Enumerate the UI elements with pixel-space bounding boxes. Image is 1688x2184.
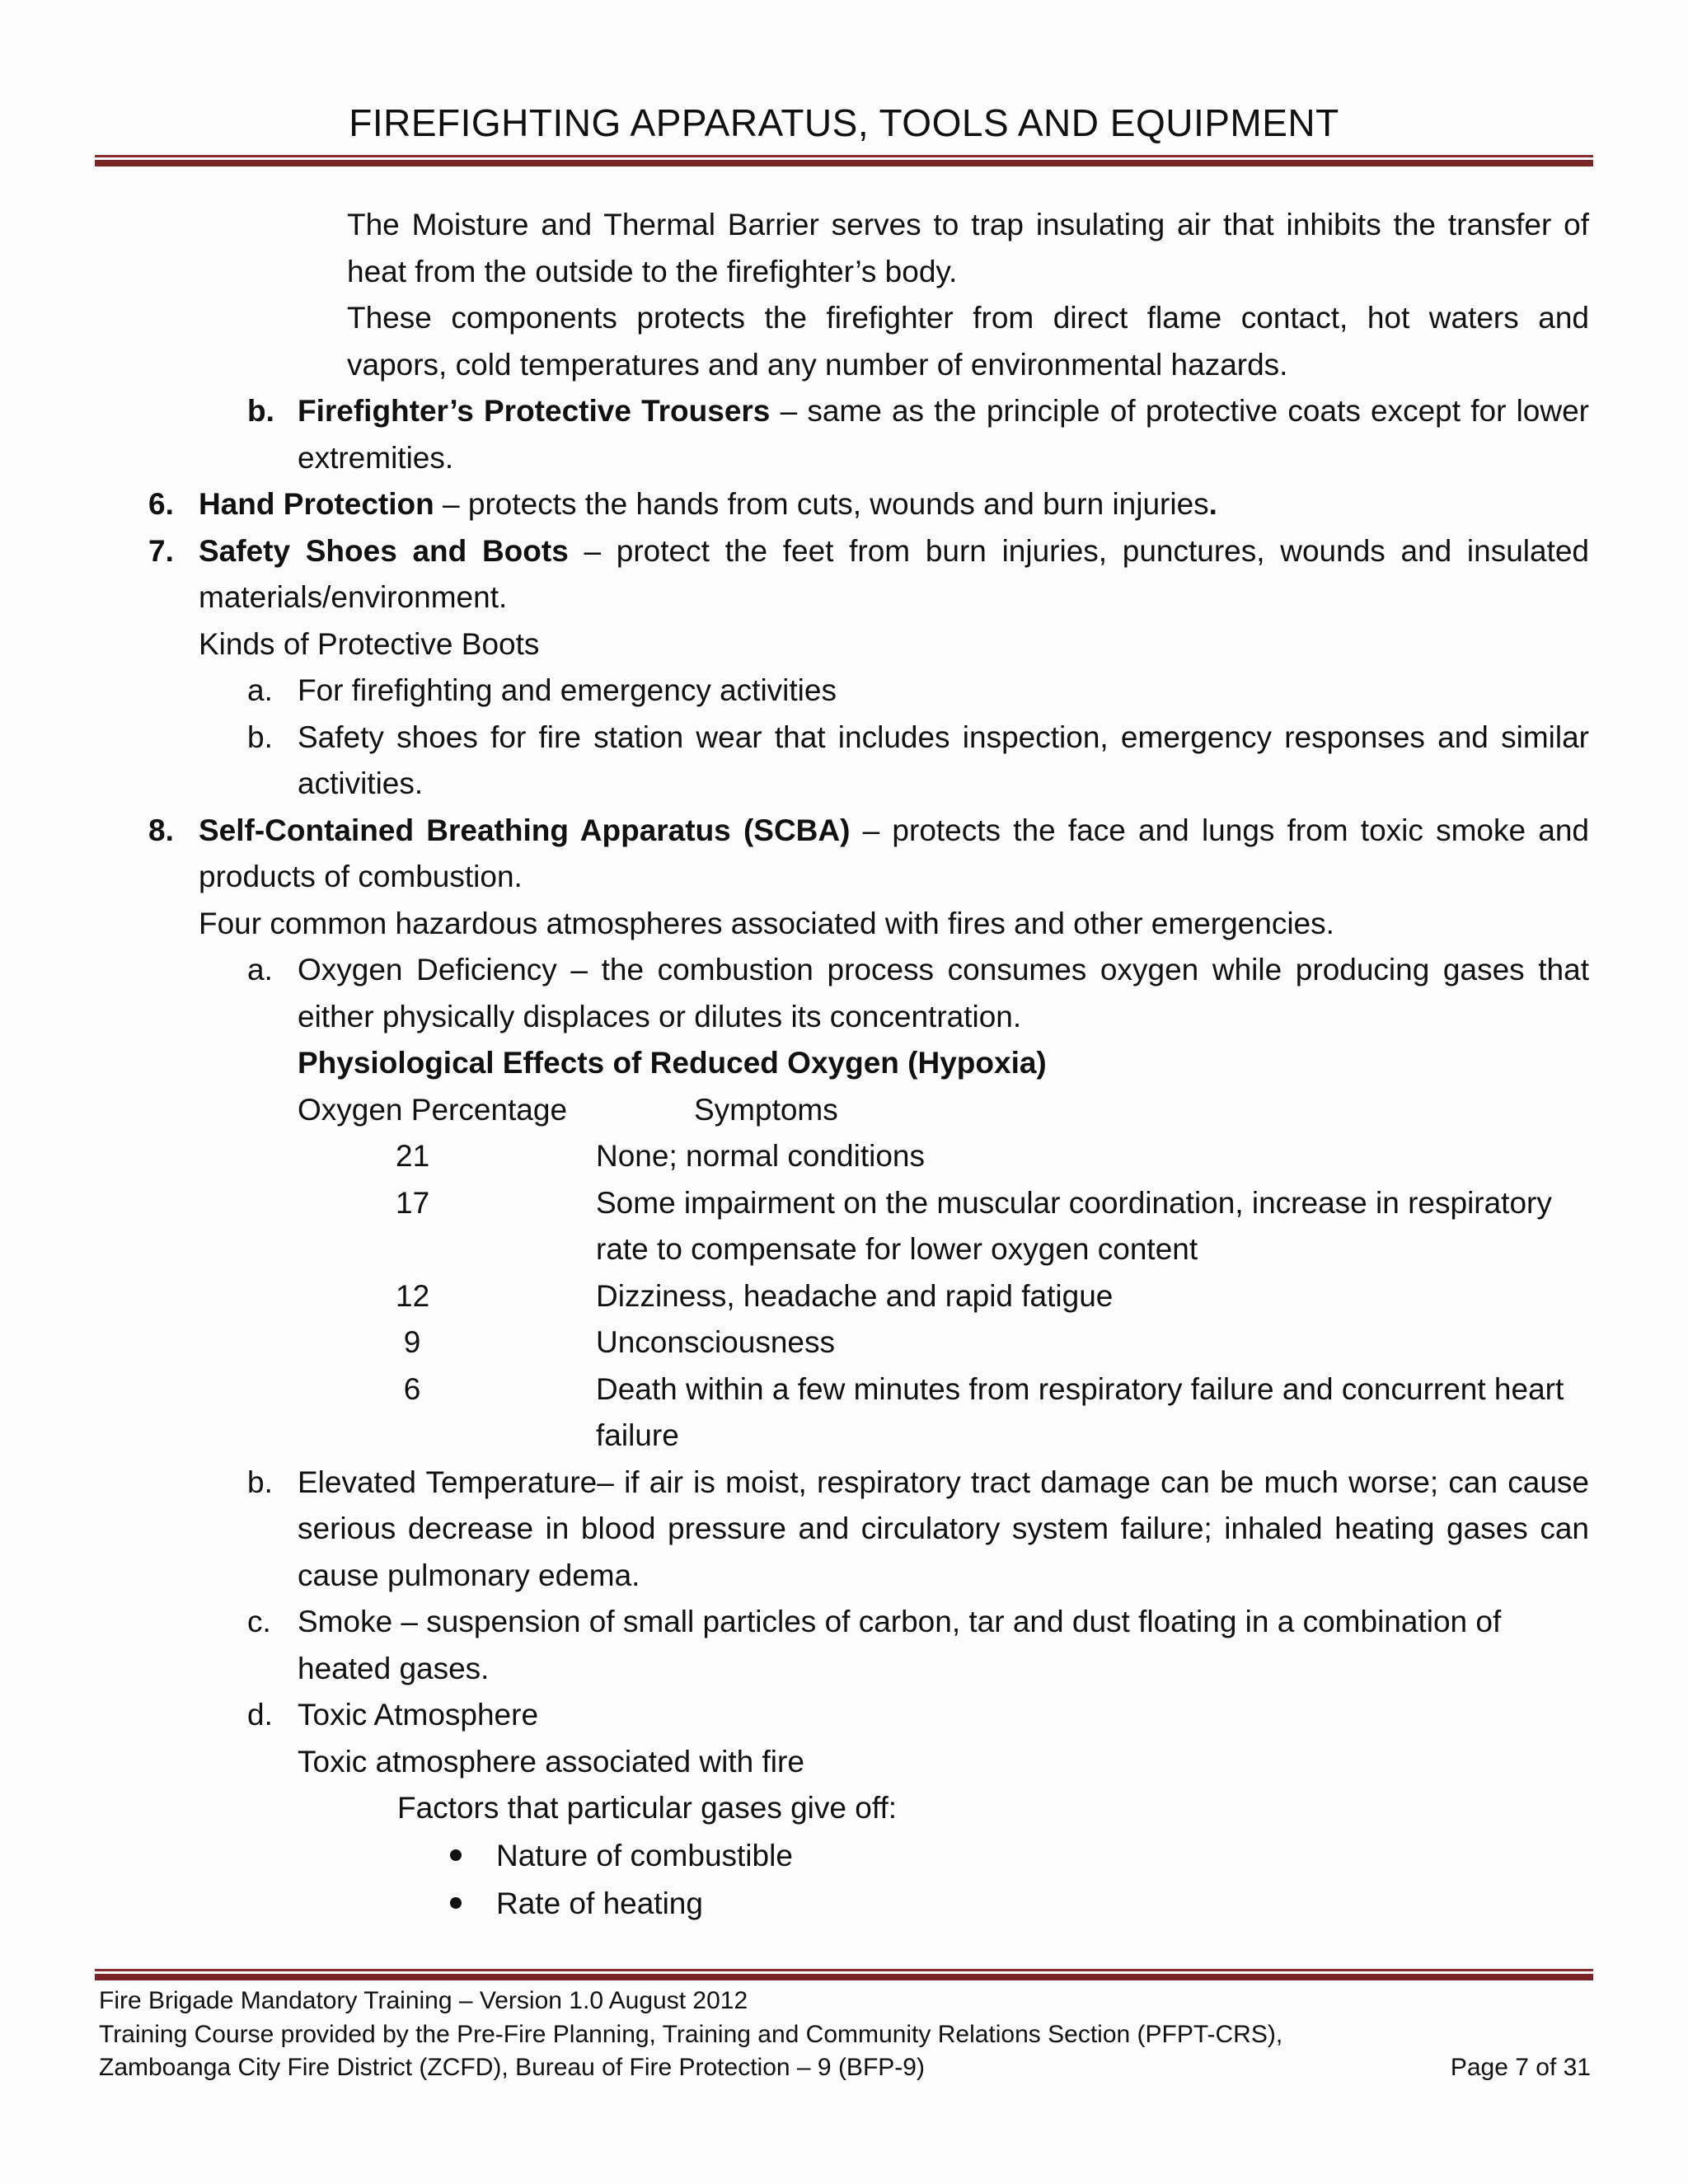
paragraph-line: either physically displaces or dilutes its concentration.	[298, 1000, 1022, 1033]
list-item-toxic-atmosphere: Toxic Atmosphere	[298, 1698, 539, 1732]
table-cell-symptom: Dizziness, headache and rapid fatigue	[596, 1279, 1114, 1313]
subheading-kinds: Kinds of Protective Boots	[199, 627, 540, 661]
footer-line: Zamboanga City Fire District (ZCFD), Bureau of Fire Protection – 9 (BFP-9)	[99, 2054, 925, 2081]
list-marker: c.	[247, 1605, 271, 1638]
paragraph-line: These components protects the firefighter from direct flame contact, hot waters and	[347, 301, 1589, 335]
list-item: Safety shoes for fire station wear that includes inspection, emergency responses and similar	[298, 720, 1589, 754]
table-cell-pct: 21	[396, 1139, 430, 1173]
table-title: Physiological Effects of Reduced Oxygen (Hypoxia)	[298, 1046, 1047, 1080]
paragraph-line: materials/environment.	[199, 580, 508, 614]
paragraph-line: heated gases.	[298, 1652, 490, 1685]
table-header-symptoms: Symptoms	[694, 1093, 838, 1127]
table-cell-symptom: Unconsciousness	[596, 1325, 835, 1359]
term-safety-shoes: Safety Shoes and Boots	[199, 534, 569, 568]
term-hand-protection: Hand Protection	[199, 487, 434, 521]
table-header-oxygen: Oxygen Percentage	[298, 1093, 568, 1127]
list-item-trousers: Firefighter’s Protective Trousers – same as the principle of protective coats except for lower	[298, 394, 1589, 428]
page-header-title: FIREFIGHTING APPARATUS, TOOLS AND EQUIPMENT	[349, 101, 1339, 144]
paragraph-line: serious decrease in blood pressure and circulatory system failure; inhaled heating gases can	[298, 1511, 1589, 1545]
paragraph-line: Toxic atmosphere associated with fire	[298, 1745, 804, 1779]
paragraph-line: vapors, cold temperatures and any number of environmental hazards.	[347, 348, 1288, 382]
page-number: Page 7 of 31	[1450, 2054, 1591, 2081]
paragraph-line: Four common hazardous atmospheres associated with fires and other emergencies.	[199, 907, 1334, 940]
paragraph-line: extremities.	[298, 441, 454, 475]
page-footer	[99, 1985, 1591, 2085]
list-marker: b.	[247, 720, 273, 754]
list-item-safety-shoes: Safety Shoes and Boots – protect the feet from burn injuries, punctures, wounds and insulated	[199, 534, 1590, 568]
list-number: 8.	[148, 813, 174, 847]
list-marker: b.	[247, 1465, 273, 1499]
list-marker: a.	[247, 673, 273, 707]
bullet-item: Rate of heating	[496, 1886, 703, 1920]
list-item-smoke: Smoke – suspension of small particles of carbon, tar and dust floating in a combination of	[298, 1605, 1502, 1638]
bullet-icon	[450, 1897, 462, 1909]
list-item-elevated-temperature: Elevated Temperature– if air is moist, respiratory tract damage can be much worse; can cause	[298, 1465, 1589, 1499]
paragraph-line: activities.	[298, 766, 424, 800]
table-cell-pct: 12	[396, 1279, 430, 1313]
table-cell-symptom: None; normal conditions	[596, 1139, 925, 1173]
table-cell-pct: 6	[403, 1372, 421, 1406]
list-item-scba: Self-Contained Breathing Apparatus (SCBA) – protects the face and lungs from toxic smoke and	[199, 813, 1589, 847]
paragraph-line: The Moisture and Thermal Barrier serves to trap insulating air that inhibits the transfer of	[347, 208, 1589, 241]
table-cell-symptom: Death within a few minutes from respiratory failure and concurrent heart	[596, 1372, 1564, 1406]
term-scba: Self-Contained Breathing Apparatus (SCBA)	[199, 813, 851, 847]
bullet-icon	[450, 1849, 462, 1861]
list-item-hand-protection: Hand Protection – protects the hands from cuts, wounds and burn injuries.	[199, 487, 1217, 521]
list-item-oxygen-deficiency: Oxygen Deficiency – the combustion process consumes oxygen while producing gases that	[298, 953, 1589, 987]
table-cell-symptom: failure	[596, 1418, 679, 1452]
paragraph-line: heat from the outside to the firefighter’s body.	[347, 255, 958, 288]
list-number: 7.	[148, 534, 174, 568]
list-marker: d.	[247, 1698, 273, 1732]
table-cell-pct: 17	[396, 1186, 430, 1220]
list-marker: a.	[247, 953, 273, 987]
header-rule	[95, 155, 1593, 166]
paragraph-line: Factors that particular gases give off:	[397, 1791, 898, 1825]
footer-line: Fire Brigade Mandatory Training – Version 1.0 August 2012	[99, 1987, 748, 2014]
list-number: 6.	[148, 487, 174, 521]
list-marker: b.	[247, 394, 274, 428]
bullet-item: Nature of combustible	[496, 1839, 793, 1872]
paragraph-line: products of combustion.	[199, 860, 523, 893]
term-trousers: Firefighter’s Protective Trousers	[298, 394, 771, 428]
paragraph-line: cause pulmonary edema.	[298, 1558, 640, 1592]
table-cell-symptom: Some impairment on the muscular coordination, increase in respiratory	[596, 1186, 1552, 1220]
table-cell-pct: 9	[403, 1325, 421, 1359]
footer-line: Training Course provided by the Pre-Fire Planning, Training and Community Relations Section (PFPT-CRS),	[99, 2020, 1283, 2048]
footer-rule	[95, 1969, 1593, 1980]
table-cell-symptom: rate to compensate for lower oxygen content	[596, 1232, 1198, 1266]
list-item: For firefighting and emergency activities	[298, 673, 837, 707]
